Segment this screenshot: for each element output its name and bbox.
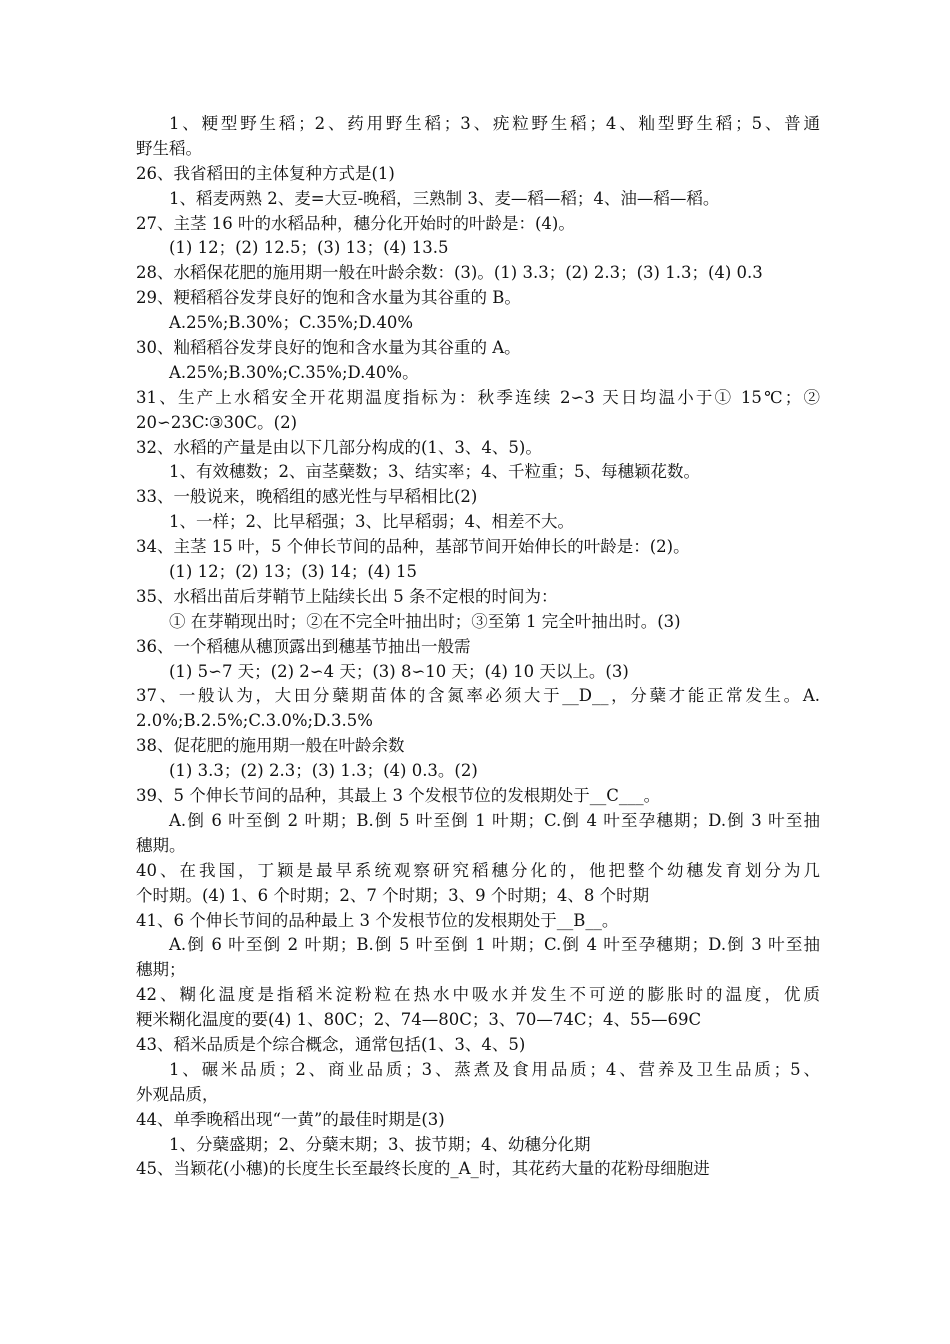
answer-options: A.倒 6 叶至倒 2 叶期；B.倒 5 叶至倒 1 叶期；C.倒 4 叶至孕穗期；D.倒 3 叶至抽	[169, 935, 820, 955]
text-line: 野生稻。	[136, 138, 202, 158]
answer-options: (1) 3.3；(2) 2.3；(3) 1.3；(4) 0.3。(2)	[169, 761, 478, 781]
question-line: 26、我省稻田的主体复种方式是(1)	[136, 163, 395, 183]
question-line: 39、5 个伸长节间的品种，其最上 3 个发根节位的发根期处于__C___。	[136, 786, 661, 806]
answer-options: A.25%;B.30%;C.35%;D.40%。	[169, 362, 419, 382]
answer-options: A.25%;B.30%；C.35%;D.40%	[169, 313, 414, 333]
text-line: 外观品质，	[136, 1084, 219, 1104]
question-line: 43、稻米品质是个综合概念，通常包括(1、3、4、5)	[136, 1034, 526, 1054]
text-line: 穗期；	[136, 960, 186, 980]
question-line: 42、糊化温度是指稻米淀粉粒在热水中吸水并发生不可逆的膨胀时的温度，优质	[136, 985, 820, 1005]
answer-options: (1) 12；(2) 13；(3) 14；(4) 15	[169, 562, 417, 582]
question-line: 45、当颖花(小穗)的长度生长至最终长度的_A_时，其花药大量的花粉母细胞进	[136, 1159, 710, 1179]
question-line: 33、一般说来，晚稻组的感光性与早稻相比(2)	[136, 487, 478, 507]
question-line: 36、一个稻穗从穗顶露出到穗基节抽出一般需	[136, 636, 471, 656]
question-line: 30、籼稻稻谷发芽良好的饱和含水量为其谷重的 A。	[136, 338, 521, 358]
text-line: 2.0%;B.2.5%;C.3.0%;D.3.5%	[136, 711, 373, 731]
question-line: 27、主茎 16 叶的水稻品种，穗分化开始时的叶龄是：(4)。	[136, 213, 575, 233]
text-line: 粳米糊化温度的要(4) 1、80C；2、74—80C；3、70—74C；4、55—69C	[136, 1010, 702, 1030]
answer-options: (1) 12；(2) 12.5；(3) 13；(4) 13.5	[169, 238, 449, 258]
text-line: 1、粳型野生稻；2、药用野生稻；3、疣粒野生稻；4、籼型野生稻；5、普通	[169, 114, 820, 133]
answer-options: 1、一样；2、比早稻强；3、比早稻弱；4、相差不大。	[169, 512, 574, 532]
answer-options: A.倒 6 叶至倒 2 叶期；B.倒 5 叶至倒 1 叶期；C.倒 4 叶至孕穗期；D.倒 3 叶至抽	[169, 810, 820, 830]
answer-options: (1) 5∽7 天；(2) 2∽4 天；(3) 8∽10 天；(4) 10 天以上。(3)	[169, 661, 629, 681]
text-line: 20∽23C∶③30C。(2)	[136, 412, 298, 432]
question-line: 38、促花肥的施用期一般在叶龄余数	[136, 736, 405, 756]
question-line: 35、水稻出苗后芽鞘节上陆续长出 5 条不定根的时间为：	[136, 586, 558, 606]
text-line: 个时期。(4) 1、6 个时期；2、7 个时期；3、9 个时期；4、8 个时期	[136, 885, 650, 905]
question-line: 32、水稻的产量是由以下几部分构成的(1、3、4、5)。	[136, 437, 542, 457]
answer-options: 1、有效穗数；2、亩茎蘖数；3、结实率；4、千粒重；5、每穗颖花数。	[169, 462, 700, 482]
answer-options: ① 在芽鞘现出时；②在不完全叶抽出时；③至第 1 完全叶抽出时。(3)	[169, 611, 681, 631]
question-line: 44、单季晚稻出现“一黄”的最佳时期是(3)	[136, 1109, 445, 1129]
question-line: 40、在我国，丁颖是最早系统观察研究稻穗分化的，他把整个幼穗发育划分为几	[136, 860, 820, 880]
question-line: 34、主茎 15 叶，5 个伸长节间的品种，基部节间开始伸长的叶龄是：(2)。	[136, 537, 690, 557]
answer-options: 1、分蘖盛期；2、分蘖末期；3、拔节期；4、幼穗分化期	[169, 1134, 591, 1154]
question-line: 29、粳稻稻谷发芽良好的饱和含水量为其谷重的 B。	[136, 288, 521, 308]
document-page	[136, 112, 820, 1182]
question-line: 31、生产上水稻安全开花期温度指标为：秋季连续 2∽3 天日均温小于① 15℃；②	[136, 387, 820, 407]
question-line: 41、6 个伸长节间的品种最上 3 个发根节位的发根期处于__B__。	[136, 910, 619, 930]
question-line: 28、水稻保花肥的施用期一般在叶龄余数：(3)。(1) 3.3；(2) 2.3；(3) 1.3；(4) 0.3	[136, 263, 763, 283]
answer-options: 1、稻麦两熟 2、麦=大豆-晚稻，三熟制 3、麦—稻—稻；4、油—稻—稻。	[169, 188, 720, 208]
question-line: 37、一般认为，大田分蘖期苗体的含氮率必须大于__D__，分蘖才能正常发生。A.	[136, 686, 820, 706]
answer-options: 1、碾米品质；2、商业品质；3、蒸煮及食用品质；4、营养及卫生品质；5、	[169, 1059, 820, 1079]
text-line: 穗期。	[136, 835, 186, 855]
